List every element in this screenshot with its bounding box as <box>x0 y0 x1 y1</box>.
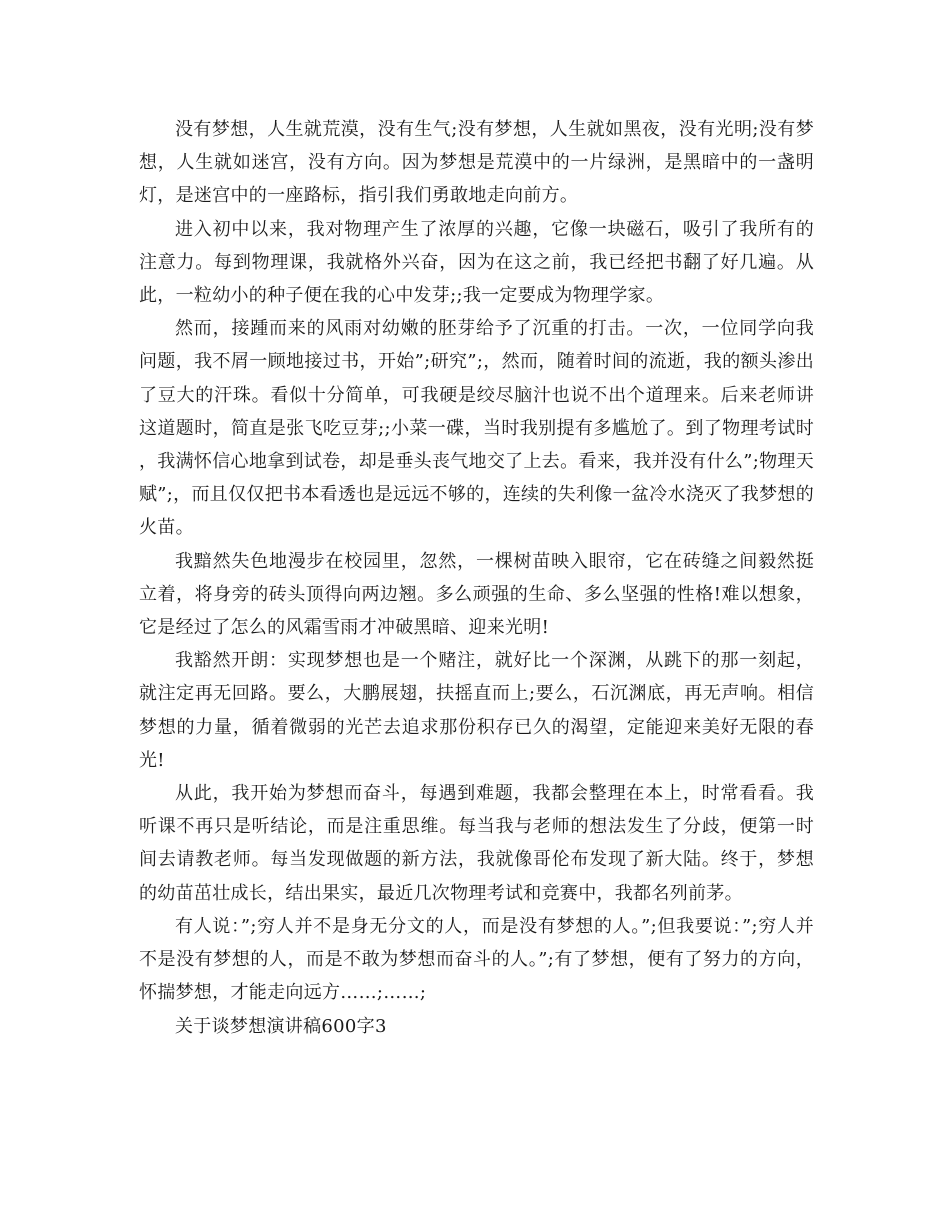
paragraph-5: 我豁然开朗：实现梦想也是一个赌注，就好比一个深渊，从跳下的那一刻起，就注定再无回路。要么，大鹏展翅，扶摇直而上;要么，石沉渊底，再无声响。相信梦想的力量，循着微弱的光芒去追求那份积存已久的渴望，定能迎来美好无限的春光! <box>139 650 814 771</box>
document-body <box>139 113 814 1044</box>
section-title: 关于谈梦想演讲稿600字3 <box>175 1016 387 1038</box>
paragraph-1: 没有梦想，人生就荒漠，没有生气;没有梦想，人生就如黑夜，没有光明;没有梦想，人生就如迷宫，没有方向。因为梦想是荒漠中的一片绿洲，是黑暗中的一盏明灯，是迷宫中的一座路标，指引我们勇敢地走向前方。 <box>139 119 814 207</box>
paragraph-7: 有人说：”;穷人并不是身无分文的人，而是没有梦想的人。”;但我要说：”;穷人并不是没有梦想的人，而是不敢为梦想而奋斗的人。”;有了梦想，便有了努力的方向，怀揣梦想，才能走向远方……;……; <box>139 915 814 1004</box>
paragraph-6: 从此，我开始为梦想而奋斗，每遇到难题，我都会整理在本上，时常看看。我听课不再只是听结论，而是注重思维。每当我与老师的想法发生了分歧，便第一时间去请教老师。每当发现做题的新方法，我就像哥伦布发现了新大陆。终于，梦想的幼苗茁壮成长，结出果实，最近几次物理考试和竞赛中，我都名列前茅。 <box>139 783 814 904</box>
paragraph-3: 然而，接踵而来的风雨对幼嫩的胚芽给予了沉重的打击。一次，一位同学向我问题，我不屑一顾地接过书，开始”;研究”;，然而，随着时间的流逝，我的额头渗出了豆大的汗珠。看似十分简单，可我硬是绞尽脑汁也说不出个道理来。后来老师讲这道题时，简直是张飞吃豆芽;;小菜一碟，当时我别提有多尴尬了。到了物理考试时，我满怀信心地拿到试卷，却是垂头丧气地交了上去。看来，我并没有什么”;物理天赋”;，而且仅仅把书本看透也是远远不够的，连续的失利像一盆冷水浇灭了我梦想的火苗。 <box>139 318 814 539</box>
paragraph-2: 进入初中以来，我对物理产生了浓厚的兴趣，它像一块磁石，吸引了我所有的注意力。每到物理课，我就格外兴奋，因为在这之前，我已经把书翻了好几遍。从此，一粒幼小的种子便在我的心中发芽;;我一定要成为物理学家。 <box>139 218 814 307</box>
paragraph-4: 我黯然失色地漫步在校园里，忽然，一棵树苗映入眼帘，它在砖缝之间毅然挺立着，将身旁的砖头顶得向两边翘。多么顽强的生命、多么坚强的性格!难以想象，它是经过了怎么的风霜雪雨才冲破黑暗、迎来光明! <box>139 550 814 639</box>
